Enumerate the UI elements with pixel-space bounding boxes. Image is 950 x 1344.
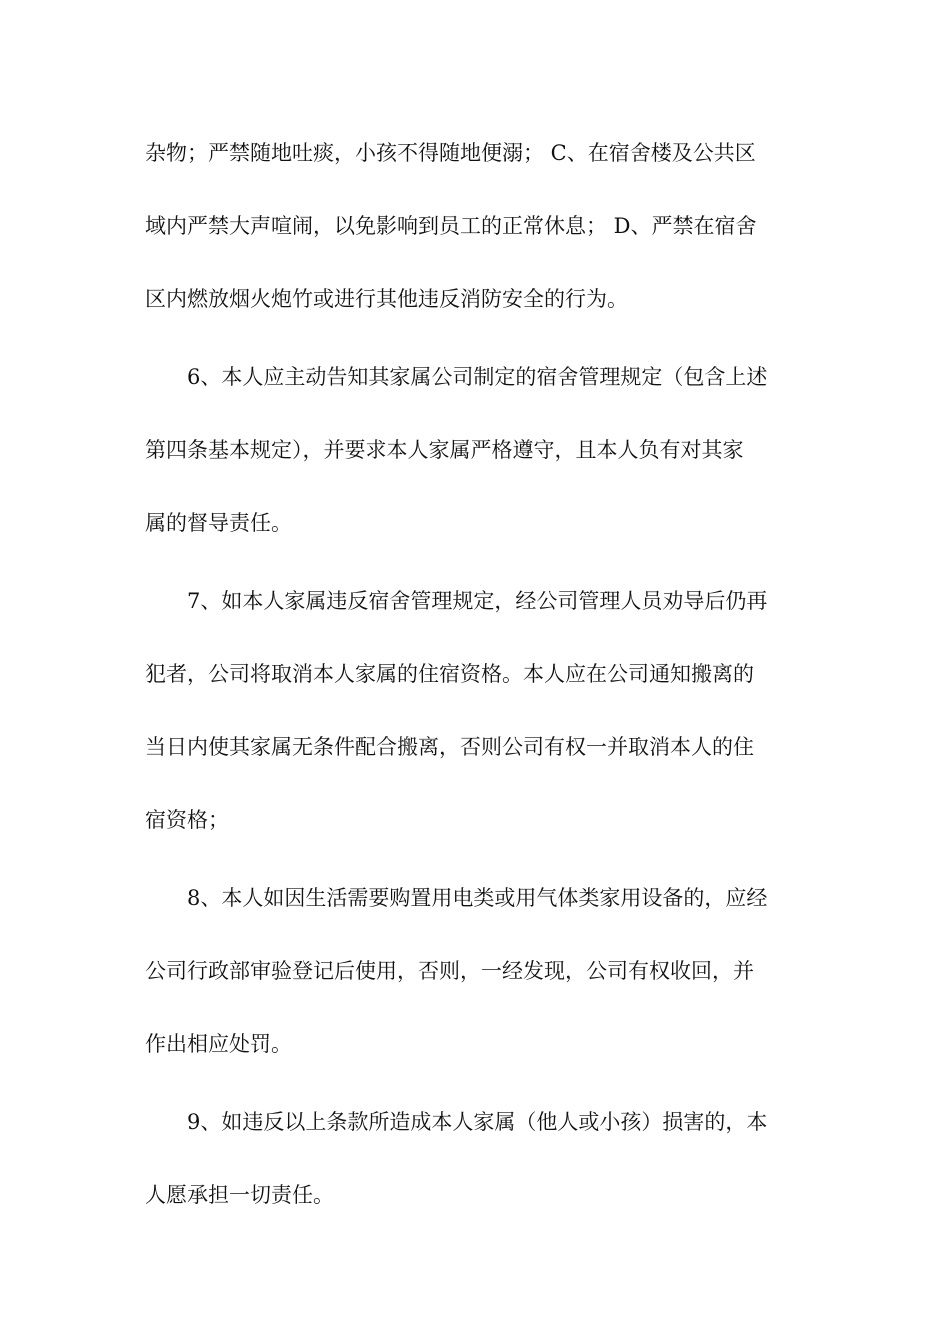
text-line: 作出相应处罚。 bbox=[145, 1032, 292, 1056]
text-line: 域内严禁大声喧闹，以免影响到员工的正常休息； D、严禁在宿舍 bbox=[145, 214, 757, 238]
paragraph-8-first-line: 8、本人如因生活需要购置用电类或用气体类家用设备的，应经 bbox=[187, 886, 768, 910]
text-line: 杂物；严禁随地吐痰，小孩不得随地便溺； C、在宿舍楼及公共区 bbox=[145, 141, 756, 165]
text-line: 宿资格； bbox=[145, 808, 229, 832]
text-line: 第四条基本规定），并要求本人家属严格遵守，且本人负有对其家 bbox=[145, 438, 744, 462]
paragraph-9-first-line: 9、如违反以上条款所造成本人家属（他人或小孩）损害的，本 bbox=[187, 1110, 768, 1134]
text-line: 区内燃放烟火炮竹或进行其他违反消防安全的行为。 bbox=[145, 287, 628, 311]
paragraph-6-first-line: 6、本人应主动告知其家属公司制定的宿舍管理规定（包含上述 bbox=[187, 365, 768, 389]
text-line: 犯者，公司将取消本人家属的住宿资格。本人应在公司通知搬离的 bbox=[145, 662, 754, 686]
text-line: 当日内使其家属无条件配合搬离，否则公司有权一并取消本人的住 bbox=[145, 735, 754, 759]
paragraph-7-first-line: 7、如本人家属违反宿舍管理规定，经公司管理人员劝导后仍再 bbox=[187, 589, 768, 613]
text-line: 属的督导责任。 bbox=[145, 511, 292, 535]
text-line: 人愿承担一切责任。 bbox=[145, 1183, 334, 1207]
text-line: 公司行政部审验登记后使用，否则，一经发现，公司有权收回，并 bbox=[145, 959, 754, 983]
